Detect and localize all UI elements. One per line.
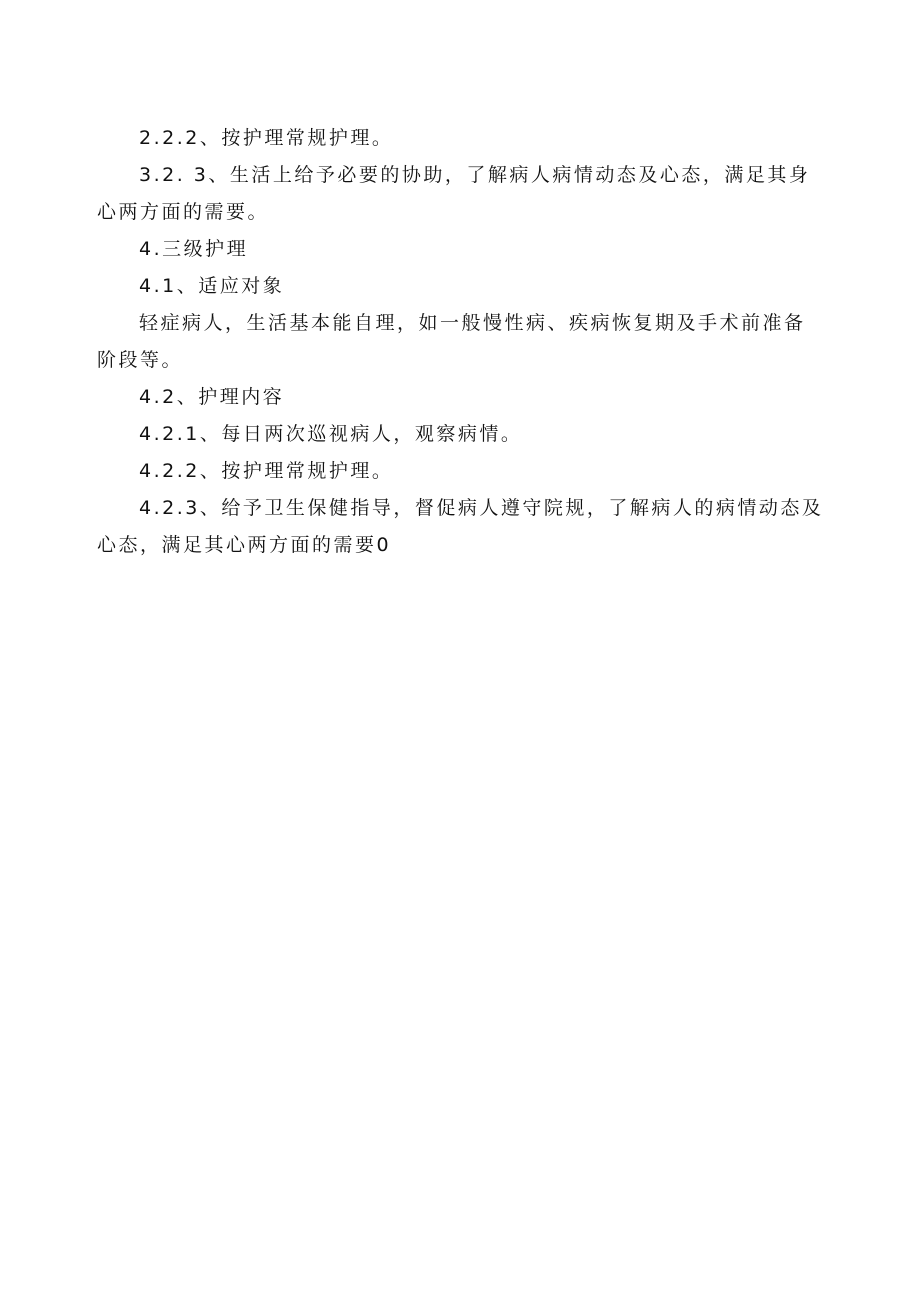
paragraph-4-2-3: 4.2.3、给予卫生保健指导，督促病人遵守院规，了解病人的病情动态及心态，满足其心两方面的需要0 <box>97 497 824 556</box>
paragraph-3-2-3: 3.2. 3、生活上给予必要的协助，了解病人病情动态及心态，满足其身心两方面的需要。 <box>97 164 811 223</box>
heading-level-three-care: 4.三级护理 <box>139 238 249 260</box>
paragraph-applicable-patients: 轻症病人，生活基本能自理，如一般慢性病、疾病恢复期及手术前准备阶段等。 <box>97 312 806 371</box>
paragraph-2-2-2: 2.2.2、按护理常规护理。 <box>139 127 394 149</box>
document-body <box>97 120 825 564</box>
paragraph-4-2-2: 4.2.2、按护理常规护理。 <box>139 460 394 482</box>
paragraph-4-2-1: 4.2.1、每日两次巡视病人，观察病情。 <box>139 423 523 445</box>
subheading-4-2: 4.2、护理内容 <box>139 386 285 408</box>
subheading-4-1: 4.1、适应对象 <box>139 275 285 297</box>
